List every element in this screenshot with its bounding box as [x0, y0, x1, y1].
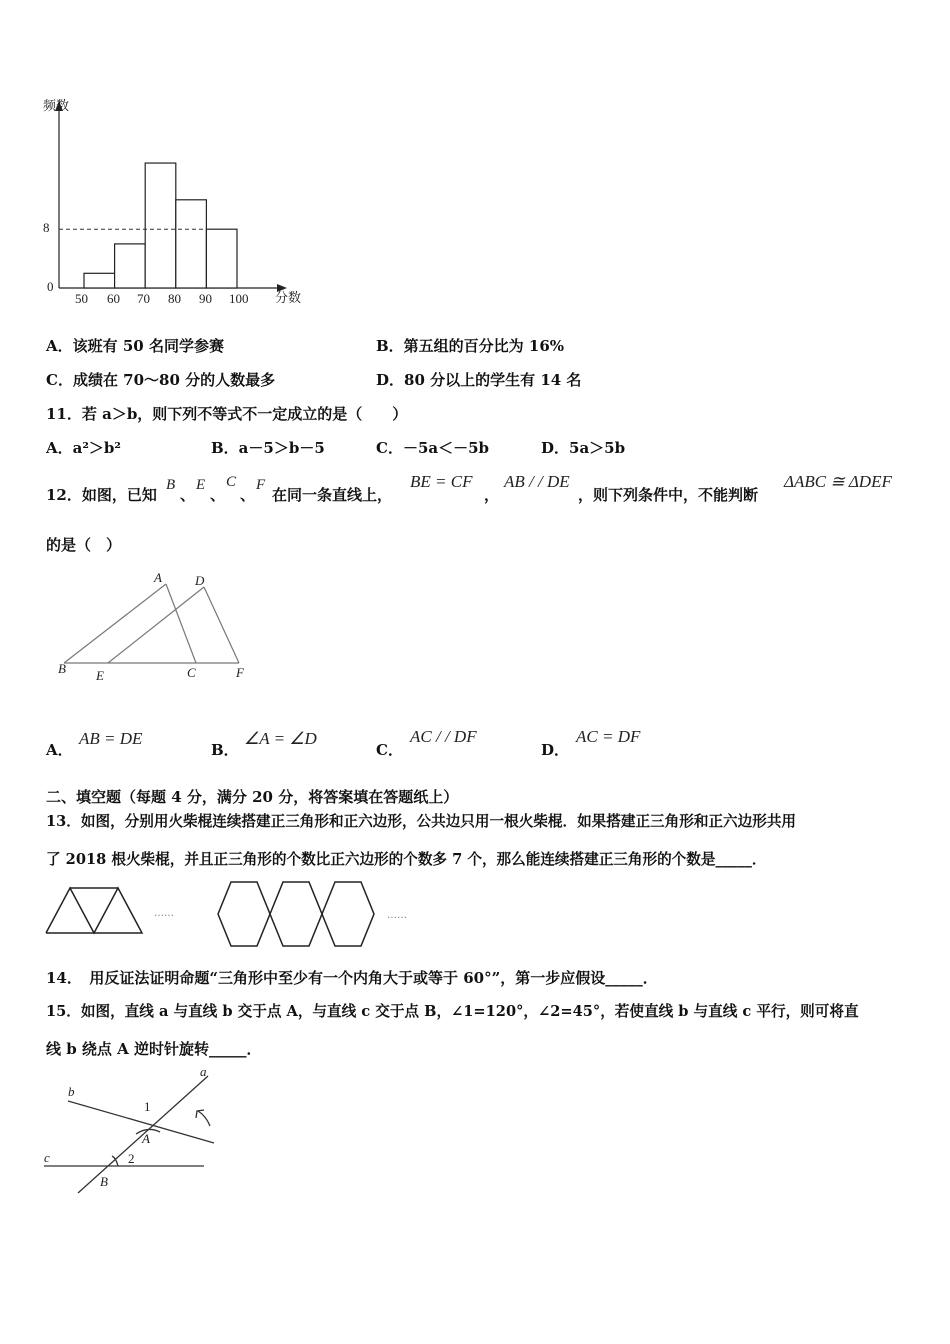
- histogram-bar: [176, 200, 207, 288]
- x-tick-label: 80: [168, 291, 181, 306]
- fig-label-a: A: [154, 570, 162, 585]
- fig-label-e: E: [96, 668, 104, 683]
- q10-option-d: D．80 分以上的学生有 14 名: [376, 371, 582, 389]
- fig-label-f: F: [236, 665, 244, 680]
- q15-lines-figure: [44, 1066, 224, 1196]
- q12-separator: 、: [240, 486, 256, 504]
- fig-label-c: C: [187, 665, 196, 680]
- fig-label-b: B: [58, 661, 66, 676]
- q11-option-d: D．5a＞5b: [541, 439, 626, 457]
- x-tick-label: 70: [137, 291, 150, 306]
- x-tick-label: 100: [229, 291, 249, 306]
- q13-line1: 13．如图，分别用火柴棍连续搭建正三角形和正六边形，公共边只用一根火柴棍．如果搭建正三角形和正六边形共用: [46, 813, 797, 830]
- q12-comma: ，: [484, 486, 500, 504]
- q12-separator: 、: [210, 486, 226, 504]
- q11-option-b: B．a－5＞b－5: [211, 439, 325, 457]
- q12-option-b: ∠A = ∠D: [244, 729, 317, 748]
- q12-condition-be-cf: BE = CF: [410, 472, 473, 491]
- q10-option-c: C．成绩在 70～80 分的人数最多: [46, 371, 276, 389]
- fig-label-point-b: B: [100, 1174, 108, 1189]
- q12-option-b-letter: B．: [211, 741, 239, 759]
- q13-hexagons-figure: [218, 880, 378, 948]
- x-tick-label: 50: [75, 291, 88, 306]
- fig-label-line-b: b: [68, 1084, 75, 1099]
- fig-label-line-a: a: [200, 1064, 207, 1079]
- q13-dots-1: ……: [154, 908, 174, 919]
- q12-point-b: B: [166, 477, 176, 493]
- q12-option-a: AB = DE: [79, 729, 143, 748]
- fig-label-line-c: c: [44, 1150, 50, 1165]
- q11-stem: 11．若 a＞b，则下列不等式不一定成立的是（ ）: [46, 405, 408, 423]
- histogram-bars: [84, 163, 237, 288]
- q12-option-c-letter: C．: [376, 741, 403, 759]
- histogram-bar: [145, 163, 176, 288]
- q10-option-b: B．第五组的百分比为 16%: [376, 337, 565, 355]
- q12-separator: 、: [180, 486, 196, 504]
- q12-condition-ab-de: AB / / DE: [504, 472, 570, 491]
- y-axis-label: 频数: [43, 98, 70, 113]
- q15-line1: 15．如图，直线 a 与直线 b 交于点 A，与直线 c 交于点 B，∠1=120°，∠2=45°，若使直线 b 与直线 c 平行，则可将直: [46, 1003, 859, 1020]
- fig-label-d: D: [195, 573, 205, 588]
- q12-option-c: AC / / DF: [410, 727, 477, 746]
- fig-label-point-a: A: [142, 1131, 150, 1146]
- q12-stem-middle: 在同一条直线上，: [272, 486, 393, 504]
- q11-option-a: A．a²＞b²: [46, 439, 121, 457]
- x-axis-label: 分数: [275, 290, 302, 305]
- q15-line2: 线 b 绕点 A 逆时针旋转_____．: [46, 1040, 262, 1058]
- q14-text: 14． 用反证法证明命题“三角形中至少有一个内角大于或等于 60°”，第一步应假设_____．: [46, 969, 658, 987]
- q12-option-a-letter: A．: [46, 741, 73, 759]
- q12-congruence: ΔABC ≅ ΔDEF: [784, 472, 892, 491]
- x-tick-label: 60: [107, 291, 120, 306]
- histogram-bar: [206, 229, 237, 288]
- q12-option-d-letter: D．: [541, 741, 570, 759]
- fig-label-angle-1: 1: [144, 1099, 151, 1114]
- q12-point-e: E: [196, 477, 206, 493]
- q13-triangles-figure: [46, 886, 146, 936]
- section2-header: 二、填空题（每题 4 分，满分 20 分，将答案填在答题纸上）: [46, 788, 459, 806]
- q11-option-c: C．－5a＜－5b: [376, 439, 490, 457]
- q10-option-a: A．该班有 50 名同学参赛: [46, 337, 224, 355]
- q12-option-d: AC = DF: [576, 727, 641, 746]
- q13-dots-2: ……: [387, 910, 407, 921]
- q13-line2: 了 2018 根火柴棍，并且正三角形的个数比正六边形的个数多 7 个，那么能连续搭建正三角形的个数是_____．: [46, 851, 767, 868]
- q12-point-f: F: [256, 477, 266, 493]
- q12-stem-tail: 的是（ ）: [46, 536, 122, 554]
- histogram-bar: [84, 273, 115, 288]
- fig-label-angle-2: 2: [128, 1151, 135, 1166]
- histogram-chart: [35, 95, 355, 315]
- q12-point-c: C: [226, 474, 237, 490]
- x-tick-label: 90: [199, 291, 212, 306]
- y-tick-label-8: 8: [43, 220, 50, 235]
- y-tick-label-0: 0: [47, 279, 54, 294]
- q12-stem-start: 12．如图，已知: [46, 486, 157, 504]
- q12-triangle-figure: [56, 570, 266, 685]
- q12-stem-end: ，则下列条件中，不能判断: [578, 486, 759, 504]
- histogram-bar: [115, 244, 146, 288]
